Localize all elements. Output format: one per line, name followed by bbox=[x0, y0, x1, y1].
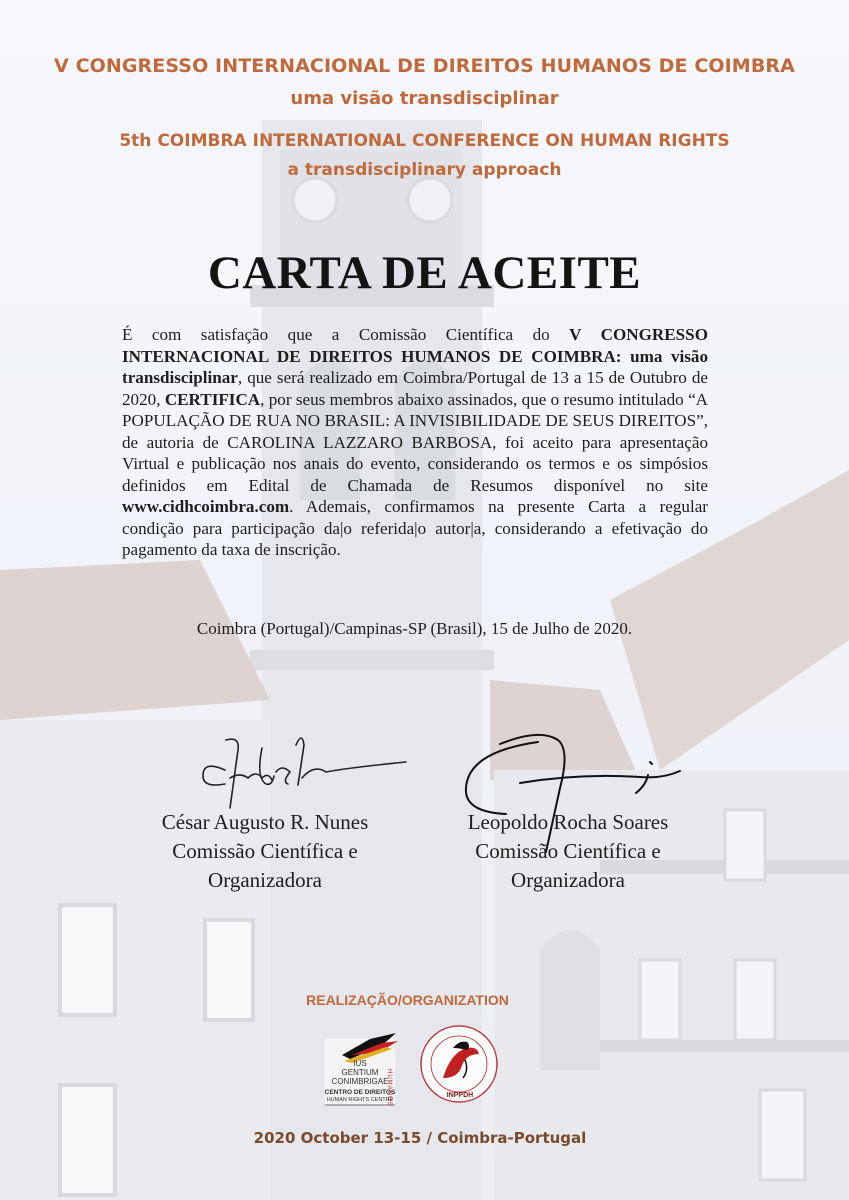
signatory-1-name: César Augusto R. Nunes bbox=[161, 810, 369, 834]
signatory-2-role: Comissão Científica e bbox=[475, 839, 661, 863]
body-intro: É com satisfação que a Comissão Científica do bbox=[122, 325, 570, 344]
inppdh-text: INPPDH bbox=[446, 1092, 474, 1099]
signatory-2 bbox=[418, 808, 718, 895]
header-congress-title-pt: V CONGRESSO INTERNACIONAL DE DIREITOS HUMANOS DE COIMBRA bbox=[54, 55, 795, 77]
signatory-1-role: Comissão Científica e bbox=[172, 839, 358, 863]
body-part3: , por seus membros abaixo assinados, que o resumo intitulado “A POPULAÇÃO DE RUA NO BRASIL: A INVISIBILIDADE DE SEUS DIREITOS”, de autoria de CAROLINA LAZZARO BARBOSA, foi aceito para apresentação Virtual e publicação nos anais do evento, considerando os termos e os simpósios definidos em Edital de Chamada de Resumos disponível no site bbox=[122, 389, 709, 495]
document-title: CARTA DE ACEITE bbox=[207, 247, 642, 299]
signature-cesar-nunes bbox=[203, 738, 406, 808]
inppdh-emblem-icon bbox=[413, 1022, 509, 1118]
header-subtitle-en: a transdisciplinary approach bbox=[287, 160, 562, 180]
conimbrigae-text: CONIMBRIGAE bbox=[331, 1077, 389, 1086]
body-certifica: CERTIFICA bbox=[164, 389, 261, 409]
ius-text: IUS bbox=[353, 1059, 367, 1068]
inppdh-logo bbox=[413, 1022, 509, 1118]
humanos-side-text: HUMANOS bbox=[386, 1069, 392, 1107]
organization-label: REALIZAÇÃO/ORGANIZATION bbox=[306, 992, 509, 1008]
body-part2: , que será realizado em Coimbra/Portugal de 13 a 15 de Outubro de 2020, bbox=[122, 368, 708, 409]
header-congress-title-en: 5th COIMBRA INTERNATIONAL CONFERENCE ON HUMAN RIGHTS bbox=[119, 131, 730, 151]
body-site-link[interactable]: www.cidhcoimbra.com bbox=[122, 497, 290, 516]
human-rights-centre-text: HUMAN RIGHTS CENTRE bbox=[326, 1097, 394, 1103]
ius-gentium-conimbrigae-logo bbox=[322, 1025, 404, 1109]
signatory-2-role-cont: Organizadora bbox=[511, 868, 625, 892]
signatory-1 bbox=[115, 808, 415, 895]
body-part4: . Ademais, confirmamos na presente Carta a regular condição para participação da|o referida|o autor|a, considerando a efetivação do pagamento da taxa de inscrição. bbox=[122, 497, 708, 559]
signatory-2-name: Leopoldo Rocha Soares bbox=[467, 810, 669, 834]
footer-event-dates: 2020 October 13-15 / Coimbra-Portugal bbox=[253, 1129, 587, 1147]
place-and-date: Coimbra (Portugal)/Campinas-SP (Brasil), 15 de Julho de 2020. bbox=[196, 619, 633, 638]
signatory-1-role-cont: Organizadora bbox=[208, 868, 322, 892]
body-congress-name: V CONGRESSO INTERNACIONAL DE DIREITOS HUMANOS DE COIMBRA: uma visão transdisciplinar bbox=[122, 325, 708, 387]
header-subtitle-pt: uma visão transdisciplinar bbox=[290, 88, 559, 109]
centro-direitos-text: CENTRO DE DIREITOS bbox=[324, 1089, 396, 1096]
gentium-text: GENTIUM bbox=[341, 1068, 379, 1077]
